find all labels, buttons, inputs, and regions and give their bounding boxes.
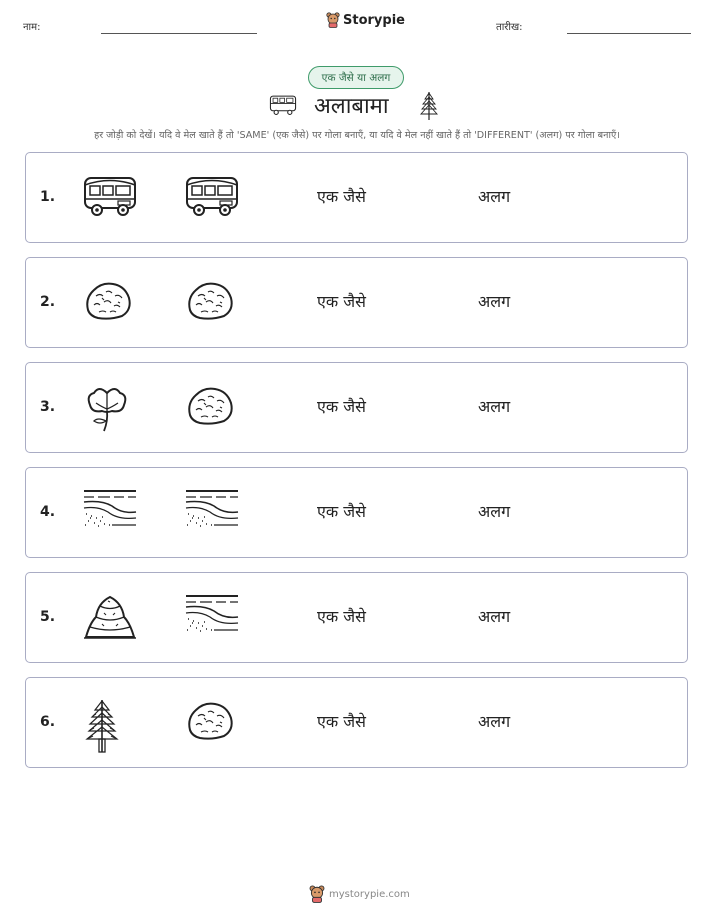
river-icon [82, 488, 138, 538]
footer [309, 885, 410, 903]
option-same[interactable]: एक जैसे [317, 607, 366, 626]
date-label: तारीख: [496, 22, 523, 33]
page-title: अलाबामा [314, 94, 389, 119]
option-different[interactable]: अलग [478, 712, 511, 731]
rock-icon [184, 278, 240, 328]
option-different[interactable]: अलग [478, 397, 511, 416]
pine-tree-icon [82, 698, 138, 748]
row-number: 4. [40, 504, 56, 520]
cotton-icon [82, 383, 138, 433]
name-label: नाम: [23, 22, 41, 33]
row-number: 2. [40, 294, 56, 310]
river-icon [184, 593, 240, 643]
worksheet-type-badge: एक जैसे या अलग [308, 66, 404, 89]
option-different[interactable]: अलग [478, 607, 511, 626]
exercise-row [25, 152, 688, 243]
row-number: 5. [40, 609, 56, 625]
row-number: 3. [40, 399, 56, 415]
option-same[interactable]: एक जैसे [317, 292, 366, 311]
exercise-row [25, 362, 688, 453]
option-same[interactable]: एक जैसे [317, 712, 366, 731]
option-same[interactable]: एक जैसे [317, 502, 366, 521]
option-different[interactable]: अलग [478, 502, 511, 521]
brand-name: Storypie [343, 12, 405, 28]
row-number: 1. [40, 189, 56, 205]
rock-icon [184, 383, 240, 433]
option-same[interactable]: एक जैसे [317, 397, 366, 416]
bear-icon [309, 885, 325, 903]
exercise-row [25, 467, 688, 558]
pine-tree-icon [418, 90, 440, 122]
river-icon [184, 488, 240, 538]
date-line[interactable] [567, 33, 691, 34]
exercise-row [25, 257, 688, 348]
brand-logo [326, 12, 405, 28]
rock-icon [184, 698, 240, 748]
bear-icon [326, 12, 340, 28]
option-same[interactable]: एक जैसे [317, 187, 366, 206]
row-number: 6. [40, 714, 56, 730]
bus-icon [184, 173, 240, 223]
mound-icon [82, 593, 138, 643]
bus-icon [268, 94, 298, 116]
instructions: हर जोड़ी को देखें। यदि वे मेल खाते हैं तो 'SAME' (एक जैसे) पर गोला बनाएँ, या यदि वे मेल नहीं खाते हैं तो 'DIFFERENT' (अलग) पर गोला बनाएँ। [94, 130, 620, 141]
option-different[interactable]: अलग [478, 187, 511, 206]
name-line[interactable] [101, 33, 257, 34]
footer-site: mystorypie.com [329, 888, 410, 900]
exercise-row [25, 572, 688, 663]
rock-icon [82, 278, 138, 328]
option-different[interactable]: अलग [478, 292, 511, 311]
exercise-row [25, 677, 688, 768]
bus-icon [82, 173, 138, 223]
